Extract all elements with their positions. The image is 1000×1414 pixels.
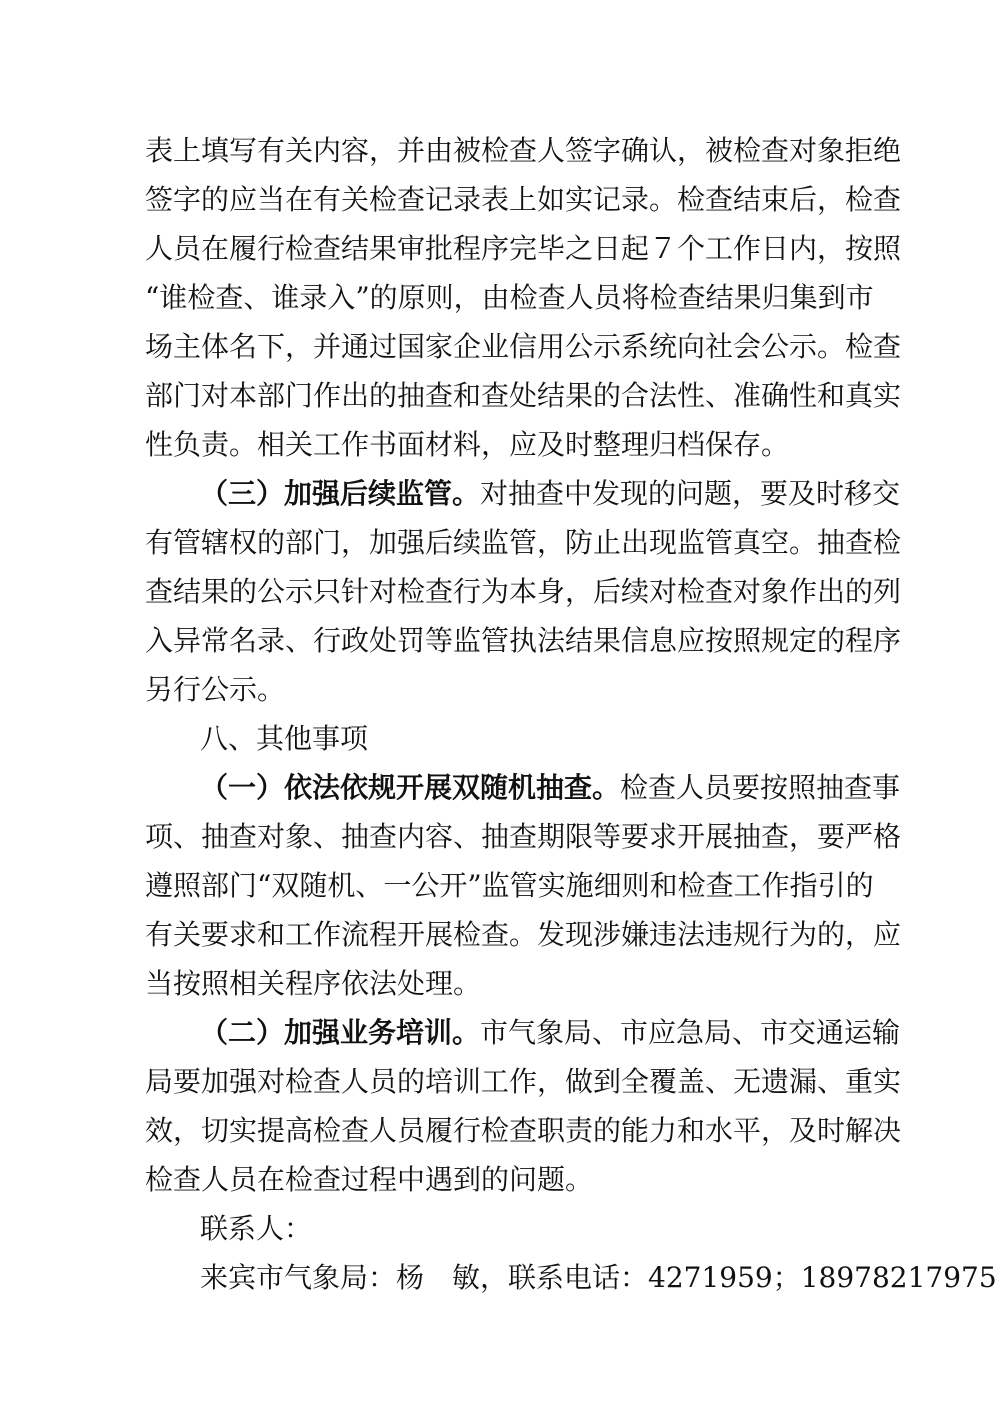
section-3-first-text: 对抽查中发现的问题，要及时移交 xyxy=(480,477,901,510)
paragraph-line: 项、抽查对象、抽查内容、抽查期限等要求开展抽查，要严格 xyxy=(145,820,902,853)
chapter-8-heading: 八、其他事项 xyxy=(200,722,369,755)
paragraph-line: 签字的应当在有关检查记录表上如实记录。检查结束后，检查 xyxy=(145,183,902,216)
paragraph-line: 表上填写有关内容，并由被检查人签字确认，被检查对象拒绝 xyxy=(145,134,902,167)
paragraph-line: 局要加强对检查人员的培训工作，做到全覆盖、无遗漏、重实 xyxy=(145,1065,902,1098)
subsection-1-first-text: 检查人员要按照抽查事 xyxy=(620,771,901,804)
paragraph-line: 有关要求和工作流程开展检查。发现涉嫌违法违规行为的，应 xyxy=(145,918,902,951)
section-3-heading: （三）加强后续监管。 xyxy=(200,477,481,510)
paragraph-line: 遵照部门“双随机、一公开”监管实施细则和检查工作指引的 xyxy=(145,869,874,902)
subsection-1-first-line xyxy=(200,768,901,808)
paragraph-line: 场主体名下，并通过国家企业信用公示系统向社会公示。检查 xyxy=(145,330,902,363)
subsection-1-heading: （一）依法依规开展双随机抽查。 xyxy=(200,771,621,804)
section-3-first-line xyxy=(200,474,901,514)
paragraph-line: 效，切实提高检查人员履行检查职责的能力和水平，及时解决 xyxy=(145,1114,902,1147)
subsection-2-heading: （二）加强业务培训。 xyxy=(200,1016,481,1049)
paragraph-line: “谁检查、谁录入”的原则，由检查人员将检查结果归集到市 xyxy=(145,281,874,314)
contact-label: 联系人： xyxy=(200,1212,313,1245)
paragraph-line: 有管辖权的部门，加强后续监管，防止出现监管真空。抽查检 xyxy=(145,526,902,559)
contact-line: 来宾市气象局：杨 敏，联系电话：4271959；18978217975 xyxy=(200,1261,997,1294)
paragraph-line: 当按照相关程序依法处理。 xyxy=(145,967,482,1000)
paragraph-line: 入异常名录、行政处罚等监管执法结果信息应按照规定的程序 xyxy=(145,624,902,657)
paragraph-line: 另行公示。 xyxy=(145,673,286,706)
subsection-2-first-line xyxy=(200,1013,901,1053)
paragraph-line: 检查人员在检查过程中遇到的问题。 xyxy=(145,1163,594,1196)
paragraph-line: 部门对本部门作出的抽查和查处结果的合法性、准确性和真实 xyxy=(145,379,902,412)
paragraph-line: 人员在履行检查结果审批程序完毕之日起７个工作日内，按照 xyxy=(145,232,902,265)
paragraph-line: 查结果的公示只针对检查行为本身，后续对检查对象作出的列 xyxy=(145,575,902,608)
paragraph-line: 性负责。相关工作书面材料，应及时整理归档保存。 xyxy=(145,428,790,461)
subsection-2-first-text: 市气象局、市应急局、市交通运输 xyxy=(480,1016,901,1049)
